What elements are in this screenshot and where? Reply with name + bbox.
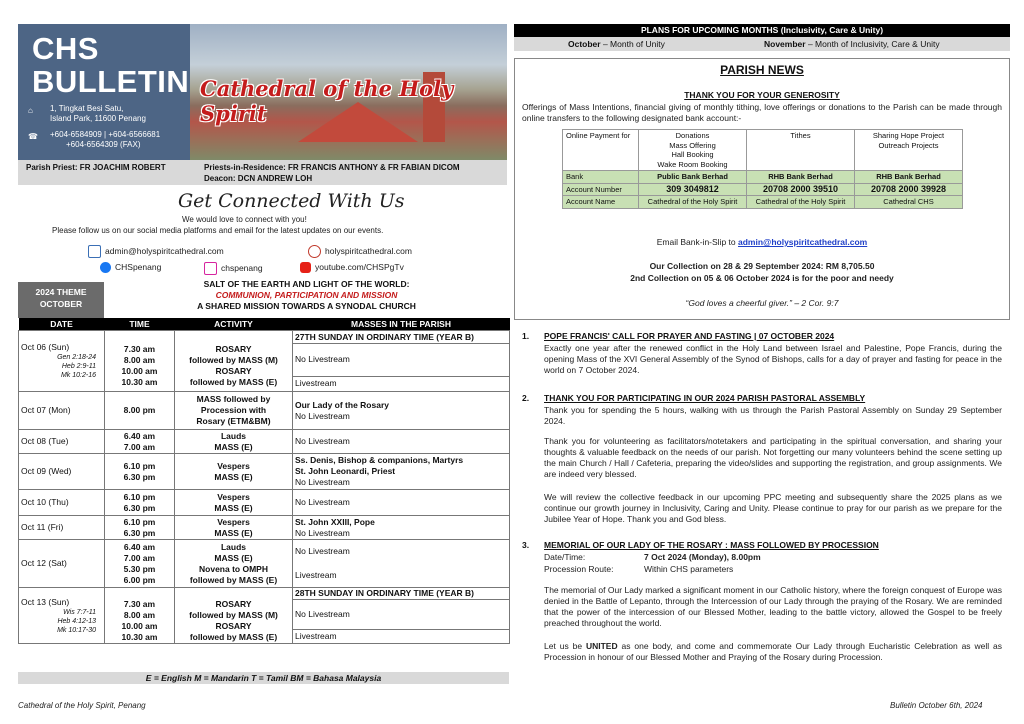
- table-row: [563, 196, 963, 209]
- livestream-status: Livestream: [293, 376, 510, 391]
- time: 10.00 am: [121, 366, 158, 376]
- home-icon: ⌂: [28, 106, 33, 115]
- sunday-title: 27TH SUNDAY IN ORDINARY TIME (YEAR B): [293, 331, 510, 344]
- table-row: [19, 516, 510, 540]
- connect-title: Get Connected With Us: [178, 190, 405, 212]
- time: 7.30 am: [123, 344, 156, 354]
- time: 7.30 am: [123, 598, 156, 609]
- activity-cell: [175, 516, 293, 540]
- tithes-cell: Tithes: [747, 130, 855, 171]
- table-row: [19, 490, 510, 516]
- livestream-status: No Livestream: [295, 410, 350, 421]
- parish-priest: Parish Priest: FR JOACHIM ROBERT: [26, 163, 166, 172]
- schedule-header-row: [19, 318, 510, 331]
- purpose: Donations: [675, 131, 710, 140]
- bank-slip-text: Email Bank-in-Slip to: [656, 237, 739, 247]
- section-2-number: 2.: [522, 393, 530, 403]
- reading: Wis 7:7-11: [63, 608, 96, 616]
- time: 5.30 pm: [123, 563, 156, 574]
- instagram-text: chspenang: [221, 262, 263, 273]
- date-cell: [19, 588, 105, 644]
- activity-cell: [175, 430, 293, 454]
- bank-label: Bank: [563, 171, 639, 184]
- time-cell: 8.00 pm: [105, 392, 175, 430]
- connect-line-2: Please follow us on our social media platforms and email for the latest updates on our events.: [52, 226, 384, 235]
- date-label: Oct 06 (Sun): [21, 342, 70, 352]
- activity: ROSARY: [215, 366, 252, 376]
- mass-cell: [293, 540, 510, 588]
- activity: Vespers: [217, 491, 250, 502]
- mass-schedule-table: [18, 318, 510, 644]
- second-collection: 2nd Collection on 05 & 06 October 2024 is for the poor and needy: [630, 273, 894, 283]
- clergy-bar: [18, 160, 507, 185]
- section-3-number: 3.: [522, 540, 530, 550]
- livestream-status: Livestream: [293, 630, 510, 644]
- website-link[interactable]: [308, 245, 412, 258]
- table-row: [19, 588, 510, 600]
- section-3-date-label: Date/Time:: [544, 552, 586, 562]
- youtube-link[interactable]: [300, 262, 404, 273]
- bank-accounts-table: [562, 129, 963, 209]
- time-cell: [105, 516, 175, 540]
- feast-name: St. John XXIII, Pope: [295, 516, 375, 527]
- online-payment-label: Online Payment for: [563, 130, 639, 171]
- time: 6.10 pm: [123, 491, 156, 502]
- address-line-1: 1, Tingkat Besi Satu,: [50, 104, 124, 113]
- activity: MASS (E): [214, 502, 253, 513]
- section-2-title: THANK YOU FOR PARTICIPATING IN OUR 2024 PARISH PASTORAL ASSEMBLY: [544, 393, 866, 403]
- table-row: [19, 392, 510, 430]
- activity: MASS (E): [214, 471, 253, 482]
- livestream-status: No Livestream: [293, 490, 510, 516]
- activity-cell: [175, 588, 293, 644]
- activity-cell: [175, 392, 293, 430]
- section-3-para-2: [544, 641, 1002, 663]
- bank-slip-line: [514, 237, 1010, 248]
- youtube-text: youtube.com/CHSPgTv: [315, 262, 404, 272]
- reading: Heb 2:9-11: [61, 363, 96, 370]
- theme-badge-year: 2024 THEME: [35, 287, 87, 297]
- activity: followed by MASS (E): [189, 377, 278, 387]
- connect-line-1: We would love to connect with you!: [182, 215, 307, 224]
- november-label: November: [764, 39, 806, 49]
- section-3-para-1: The memorial of Our Lady marked a significant moment in our Catholic history, where the foreign conquest of Europe was denied in the Battle of Lepanto, through the Intercession of our Lady through the praying of the Rosary. We are reminded that the power of the intercession of our Blessed Mother, leading to the battle victory, allowed the Gospel to be freely preached throughout the world.: [544, 585, 1002, 628]
- instagram-icon: [204, 262, 217, 275]
- time: 10.00 am: [121, 620, 158, 631]
- time: 10.30 am: [121, 377, 158, 387]
- date-cell: Oct 12 (Sat): [19, 540, 105, 588]
- livestream-status: No Livestream: [293, 430, 510, 454]
- account-number-label: Account Number: [563, 183, 639, 196]
- time-cell: [105, 430, 175, 454]
- activity: Vespers: [217, 516, 250, 527]
- livestream-status: No Livestream: [295, 477, 350, 487]
- date-cell: Oct 10 (Thu): [19, 490, 105, 516]
- purpose: Wake Room Booking: [657, 159, 728, 169]
- date-cell: Oct 07 (Mon): [19, 392, 105, 430]
- activity-cell: [175, 490, 293, 516]
- account-name: Cathedral of the Holy Spirit: [747, 196, 855, 209]
- account-name: Cathedral CHS: [855, 196, 963, 209]
- time: 8.00 am: [123, 355, 156, 365]
- feast-name: Ss. Denis, Bishop & companions, Martyrs: [295, 455, 464, 465]
- activity-cell: [175, 454, 293, 490]
- donations-cell: [639, 130, 747, 171]
- sharing-cell: [855, 130, 963, 171]
- activity: ROSARY: [215, 344, 252, 354]
- sunday-title: 28TH SUNDAY IN ORDINARY TIME (YEAR B): [293, 588, 510, 600]
- bank-slip-email-link[interactable]: admin@holyspiritcathedral.com: [738, 237, 868, 247]
- bank-name: RHB Bank Berhad: [855, 171, 963, 184]
- address-line-2: Island Park, 11600 Penang: [50, 114, 146, 123]
- section-1-number: 1.: [522, 331, 530, 341]
- activity: followed by MASS (E): [189, 631, 278, 642]
- october-text: – Month of Unity: [600, 39, 665, 49]
- website-text: holyspiritcathedral.com: [325, 245, 412, 256]
- instagram-link[interactable]: [204, 262, 263, 275]
- activity: followed by MASS (E): [189, 574, 278, 585]
- section-3-route-label: Procession Route:: [544, 564, 614, 574]
- activity: Novena to OMPH: [199, 563, 268, 574]
- youtube-icon: [300, 262, 311, 273]
- section-2-para-3: We will review the collective feedback in our upcoming PPC meeting and subsequently share the 2025 plans as we continue our growth journey in Inclusivity, Caring and Unity. Please continue to pray for our parish as we prepare for the Jubilee Year of Hope. Thank you and God bless.: [544, 492, 1002, 524]
- header-date: DATE: [19, 318, 105, 331]
- time: 6.00 pm: [123, 574, 156, 585]
- table-row: [563, 130, 963, 171]
- activity: MASS (E): [214, 552, 253, 563]
- reading: Gen 2:18-24: [57, 354, 96, 361]
- time-cell: [105, 454, 175, 490]
- activity: Procession with: [200, 405, 267, 415]
- section-2-para-1: Thank you for spending the 5 hours, walking with us through the Parish Pastoral Assembly on Sunday 29 September 2024.: [544, 405, 1002, 426]
- account-name-label: Account Name: [563, 196, 639, 209]
- feast-name: St. John Leonardi, Priest: [295, 466, 396, 476]
- time: 6.30 pm: [123, 527, 156, 538]
- time: 7.00 am: [123, 552, 156, 563]
- bulletin-header: [18, 24, 507, 185]
- livestream-status: Livestream: [295, 570, 337, 580]
- date-label: Oct 13 (Sun): [21, 596, 70, 607]
- table-row: [563, 183, 963, 196]
- activity: followed by MASS (M): [189, 609, 278, 620]
- activity: followed by MASS (M): [189, 355, 278, 365]
- section-1-text: Exactly one year after the renewed conflict in the Holy Land between Israel and Palestine, Pope Francis, during the opening Mass of the XVI General Assembly of the Synod of Bishops, calls for a day of prayer and fasting for peace in the world on 7 October 2024.: [544, 343, 1002, 375]
- livestream-status: No Livestream: [295, 546, 350, 556]
- account-name: Cathedral of the Holy Spirit: [639, 196, 747, 209]
- date-cell: Oct 08 (Tue): [19, 430, 105, 454]
- time: 6.40 am: [123, 430, 156, 441]
- purpose: Hall Booking: [671, 150, 714, 159]
- deacon: Deacon: DCN ANDREW LOH: [204, 174, 313, 183]
- table-row: [19, 331, 510, 344]
- bank-name: Public Bank Berhad: [639, 171, 747, 184]
- time: 6.10 pm: [123, 460, 156, 471]
- header-activity: ACTIVITY: [175, 318, 293, 331]
- table-row: [563, 171, 963, 184]
- date-cell: [19, 331, 105, 392]
- header-masses: MASSES IN THE PARISH: [293, 318, 510, 331]
- activity: ROSARY: [215, 598, 252, 609]
- date-cell: Oct 11 (Fri): [19, 516, 105, 540]
- activity-cell: [175, 540, 293, 588]
- table-row: [19, 540, 510, 588]
- section-2-para-2: Thank you for volunteering as facilitators/notetakers and participating in the spiritual conversation, and sharing your thoughts & valuable feedback on the needs of our parish. Not forgetting our many volunteers behind the scene setting up the main Church / Hall / Cafeteria, preparing the video/slides and supporting the registration, and group assignments. We are indeed very blessed.: [544, 436, 1002, 479]
- time: 6.30 pm: [123, 502, 156, 513]
- mass-cell: [293, 392, 510, 430]
- livestream-status: No Livestream: [295, 527, 350, 538]
- phone-icon: ☎: [28, 132, 38, 141]
- account-number: 309 3049812: [639, 183, 747, 196]
- time: 10.30 am: [121, 631, 158, 642]
- reading: Mk 10:17-30: [57, 626, 96, 634]
- time-cell: [105, 331, 175, 392]
- feast-name: Our Lady of the Rosary: [295, 399, 389, 410]
- purpose: Sharing Hope Project: [872, 131, 945, 140]
- time-cell: [105, 540, 175, 588]
- email-text: admin@holyspiritcathedral.com: [105, 245, 224, 256]
- united-post: as one body, and come and commemorate Our Lady through Eucharistic Celebration as well as Procession in honour of our Blessed Mother and Praying of the Rosary during Procession.: [544, 641, 1002, 662]
- table-row: [19, 430, 510, 454]
- globe-icon: [308, 245, 321, 258]
- theme-badge: [18, 282, 104, 318]
- time-cell: [105, 490, 175, 516]
- november-text: – Month of Inclusivity, Care & Unity: [805, 39, 940, 49]
- activity: MASS followed by: [196, 394, 271, 404]
- plans-title: PLANS FOR UPCOMING MONTHS (Inclusivity, Care & Unity): [514, 24, 1010, 37]
- bank-name: RHB Bank Berhad: [747, 171, 855, 184]
- generosity-title: THANK YOU FOR YOUR GENEROSITY: [684, 90, 840, 100]
- theme-line-3: A SHARED MISSION TOWARDS A SYNODAL CHURCH: [197, 301, 416, 311]
- mass-cell: [293, 516, 510, 540]
- activity: ROSARY: [215, 620, 252, 631]
- november-plan: [764, 37, 940, 51]
- activity: MASS (E): [214, 441, 253, 452]
- section-3-title: MEMORIAL OF OUR LADY OF THE ROSARY : MASS FOLLOWED BY PROCESSION: [544, 540, 879, 550]
- united-word: UNITED: [585, 641, 618, 651]
- months-bar: [514, 37, 1010, 51]
- theme-text: [104, 279, 509, 312]
- livestream-status: No Livestream: [293, 600, 510, 630]
- phone-numbers: +604-6584909 | +604-6566681: [50, 130, 161, 139]
- parish-news-title: PARISH NEWS: [720, 63, 804, 77]
- facebook-text: CHSpenang: [115, 262, 162, 272]
- facebook-link[interactable]: [100, 262, 161, 273]
- time: 8.00 am: [123, 609, 156, 620]
- activity-cell: [175, 331, 293, 392]
- language-legend: E = English M = Mandarin T = Tamil BM = Bahasa Malaysia: [18, 672, 509, 684]
- purpose: Mass Offering: [669, 140, 716, 150]
- footer-right: Bulletin October 6th, 2024: [890, 701, 983, 710]
- table-row: [19, 454, 510, 490]
- united-pre: Let us be: [544, 641, 586, 651]
- mass-cell: [293, 454, 510, 490]
- reading: Heb 4:12-13: [57, 617, 96, 625]
- time: 6.30 pm: [123, 471, 156, 482]
- header-time: TIME: [105, 318, 175, 331]
- october-plan: [568, 37, 665, 51]
- october-label: October: [568, 39, 601, 49]
- cathedral-name: Cathedral of the Holy Spirit: [200, 76, 454, 126]
- generosity-text: Offerings of Mass Intentions, financial giving of monthly tithing, love offerings or donations to the Parish can be made through online transfers to the following designated bank account:-: [522, 102, 1002, 123]
- priests-in-residence: Priests-in-Residence: FR FRANCIS ANTHONY & FR FABIAN DICOM: [204, 163, 460, 172]
- account-number: 20708 2000 39928: [855, 183, 963, 196]
- collection-total: Our Collection on 28 & 29 September 2024: RM 8,705.50: [649, 261, 875, 271]
- time: 7.00 am: [123, 441, 156, 452]
- account-number: 20708 2000 39510: [747, 183, 855, 196]
- reading: Mk 10:2-16: [60, 372, 96, 379]
- section-3-route-value: Within CHS parameters: [644, 564, 734, 574]
- livestream-status: No Livestream: [293, 344, 510, 377]
- bible-quote: “God loves a cheerful giver.” – 2 Cor. 9:7: [685, 298, 839, 308]
- email-link[interactable]: [88, 245, 224, 258]
- time: 6.40 am: [123, 541, 156, 552]
- theme-badge-month: OCTOBER: [39, 299, 83, 309]
- footer-left: Cathedral of the Holy Spirit, Penang: [18, 701, 146, 710]
- activity: MASS (E): [214, 527, 253, 538]
- fax-number: +604-6564309 (FAX): [66, 140, 141, 149]
- theme-line-2: COMMUNION, PARTICIPATION AND MISSION: [215, 290, 398, 300]
- activity: Lauds: [220, 541, 247, 552]
- purpose: Outreach Projects: [878, 140, 939, 150]
- bulletin-title: CHS BULLETIN: [32, 31, 190, 99]
- section-1-title: POPE FRANCIS' CALL FOR PRAYER AND FASTING | 07 OCTOBER 2024: [544, 331, 835, 341]
- facebook-icon: [100, 262, 111, 273]
- theme-line-1: SALT OF THE EARTH AND LIGHT OF THE WORLD:: [203, 279, 410, 289]
- time-cell: [105, 588, 175, 644]
- date-cell: Oct 09 (Wed): [19, 454, 105, 490]
- section-3-date-value: 7 Oct 2024 (Monday), 8.00pm: [644, 552, 761, 562]
- activity: Vespers: [217, 460, 250, 471]
- envelope-icon: [88, 245, 101, 258]
- time: 6.10 pm: [123, 516, 156, 527]
- activity: Rosary (ETM&BM): [196, 416, 271, 426]
- activity: Lauds: [220, 430, 247, 441]
